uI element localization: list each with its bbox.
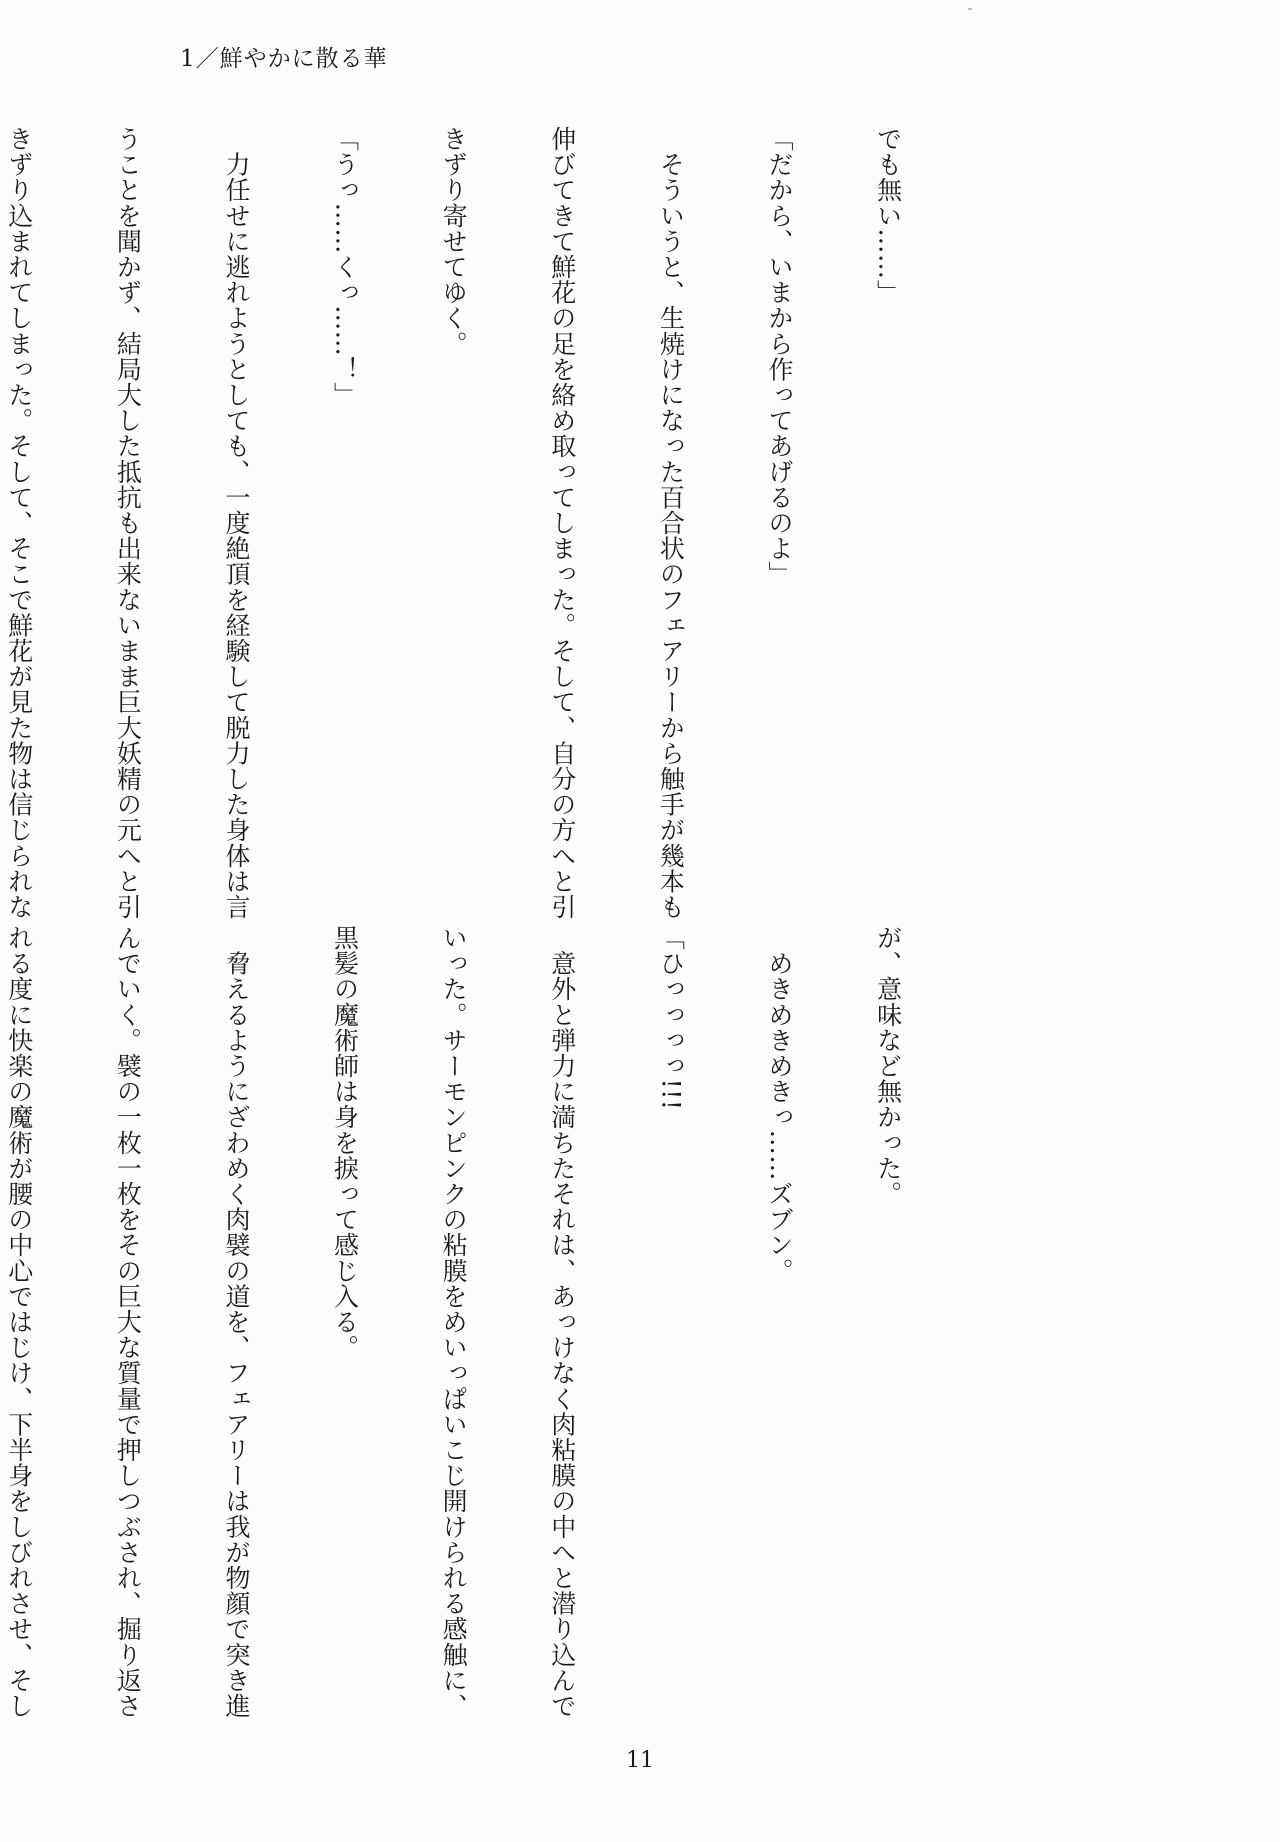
text-line: 伸びてきて鮮花の足を絡め取ってしまった。そして、自分の方へと引	[547, 126, 577, 920]
running-header: 1／鮮やかに散る華	[180, 46, 388, 72]
text-block-top	[0, 126, 978, 920]
text-line: れる度に快楽の魔術が腰の中心ではじけ、下半身をしびれさせ、そし	[4, 925, 34, 1719]
text-line: 力任せに逃れようとしても、一度絶頂を経験して脱力した身体は言	[221, 126, 251, 920]
text-line: そういうと、生焼けになった百合状のフェアリーから触手が幾本も	[656, 126, 686, 920]
text-line: 「うっ……くっ……！」	[330, 126, 360, 408]
text-line: んでいく。襞の一枚一枚をその巨大な質量で押しつぶされ、掘り返さ	[113, 925, 143, 1719]
text-line: 黒髪の魔術師は身を捩って感じ入る。	[330, 925, 360, 1361]
text-line: 「だから、いまから作ってあげるのよ」	[764, 126, 794, 587]
text-block-bottom	[0, 925, 978, 1719]
text-line: 脅えるようにざわめく肉襞の道を、フェアリーは我が物顔で突き進	[221, 925, 251, 1719]
page-number: 11	[626, 1748, 654, 1773]
text-line: うことを聞かず、結局大した抵抗も出来ないまま巨大妖精の元へと引	[113, 126, 143, 920]
text-line: 意外と弾力に満ちたそれは、あっけなく肉粘膜の中へと潜り込んで	[547, 925, 577, 1719]
text-line: でも無い……」	[873, 126, 903, 306]
text-line: きずり寄せてゆく。	[439, 126, 469, 357]
text-line: めきめきめきっ……ズブン。	[764, 925, 794, 1284]
text-line: 「ひっっっっ!!!	[656, 925, 686, 1111]
text-line: きずり込まれてしまった。そして、そこで鮮花が見た物は信じられな	[4, 126, 34, 920]
text-line: が、意味など無かった。	[873, 925, 903, 1207]
text-line: いった。サーモンピンクの粘膜をめいっぱいこじ開けられる感触に、	[439, 925, 469, 1719]
scan-speck	[968, 8, 972, 10]
